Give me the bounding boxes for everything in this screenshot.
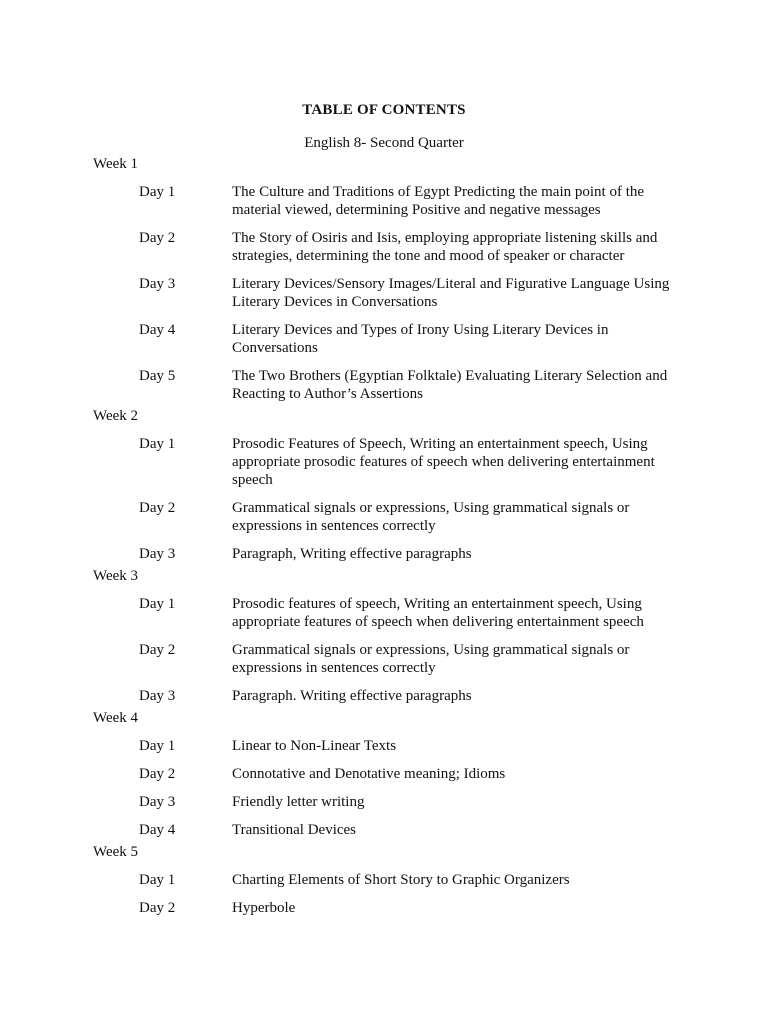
topic-text: Charting Elements of Short Story to Graphic Organizers <box>232 872 570 888</box>
day-label: Day 2 <box>139 766 176 782</box>
toc-entry <box>93 595 693 631</box>
topic-text: Literary Devices and Types of Irony Using Literary Devices in Conversations <box>232 322 609 356</box>
day-label: Day 3 <box>139 546 176 562</box>
toc-entry <box>93 871 693 889</box>
toc-entry <box>93 821 693 839</box>
toc-entry <box>93 765 693 783</box>
topic-text: Prosodic features of speech, Writing an entertainment speech, Using appropriate features of speech when delivering entertainment speech <box>232 596 644 630</box>
topic-text: Linear to Non-Linear Texts <box>232 738 397 754</box>
day-label: Day 2 <box>139 500 176 516</box>
page-title: TABLE OF CONTENTS <box>302 102 466 118</box>
topic-text: Friendly letter writing <box>232 794 365 810</box>
day-label: Day 4 <box>139 322 176 338</box>
toc-entry <box>93 275 693 311</box>
day-label: Day 1 <box>139 738 176 754</box>
toc-entry <box>93 367 693 403</box>
page-subtitle: English 8- Second Quarter <box>304 135 464 151</box>
week-heading: Week 4 <box>93 710 139 726</box>
toc-entry <box>93 899 693 917</box>
topic-text: Transitional Devices <box>232 822 357 838</box>
toc-entry <box>93 793 693 811</box>
topic-text: The Story of Osiris and Isis, employing appropriate listening skills and strategies, determining the tone and mood of speaker or character <box>232 230 658 264</box>
toc-entry <box>93 499 693 535</box>
week-heading: Week 2 <box>93 408 139 424</box>
toc-entry <box>93 687 693 705</box>
week-heading: Week 1 <box>93 156 139 172</box>
topic-text: The Two Brothers (Egyptian Folktale) Evaluating Literary Selection and Reacting to Author’s Assertions <box>232 368 668 402</box>
day-label: Day 3 <box>139 794 176 810</box>
toc-entry <box>93 737 693 755</box>
day-label: Day 2 <box>139 900 176 916</box>
topic-text: Grammatical signals or expressions, Using grammatical signals or expressions in sentences correctly <box>232 642 630 676</box>
day-label: Day 4 <box>139 822 176 838</box>
topic-text: Paragraph. Writing effective paragraphs <box>232 688 472 704</box>
toc-entry <box>93 545 693 563</box>
topic-text: Hyperbole <box>232 900 296 916</box>
day-label: Day 1 <box>139 872 176 888</box>
day-label: Day 3 <box>139 688 176 704</box>
topic-text: The Culture and Traditions of Egypt Predicting the main point of the material viewed, determining Positive and negative messages <box>232 184 645 218</box>
toc-entry <box>93 641 693 677</box>
week-heading: Week 3 <box>93 568 139 584</box>
day-label: Day 2 <box>139 642 176 658</box>
toc-list <box>93 151 693 917</box>
topic-text: Grammatical signals or expressions, Using grammatical signals or expressions in sentences correctly <box>232 500 630 534</box>
day-label: Day 1 <box>139 436 176 452</box>
topic-text: Connotative and Denotative meaning; Idioms <box>232 766 506 782</box>
day-label: Day 3 <box>139 276 176 292</box>
day-label: Day 1 <box>139 596 176 612</box>
week-heading: Week 5 <box>93 844 139 860</box>
toc-entry <box>93 321 693 357</box>
toc-entry <box>93 183 693 219</box>
day-label: Day 2 <box>139 230 176 246</box>
toc-entry <box>93 229 693 265</box>
toc-entry <box>93 435 693 489</box>
topic-text: Prosodic Features of Speech, Writing an entertainment speech, Using appropriate prosodic features of speech when delivering entertainment speech <box>232 436 655 488</box>
day-label: Day 5 <box>139 368 176 384</box>
topic-text: Literary Devices/Sensory Images/Literal and Figurative Language Using Literary Devices in Conversations <box>232 276 670 310</box>
day-label: Day 1 <box>139 184 176 200</box>
topic-text: Paragraph, Writing effective paragraphs <box>232 546 472 562</box>
